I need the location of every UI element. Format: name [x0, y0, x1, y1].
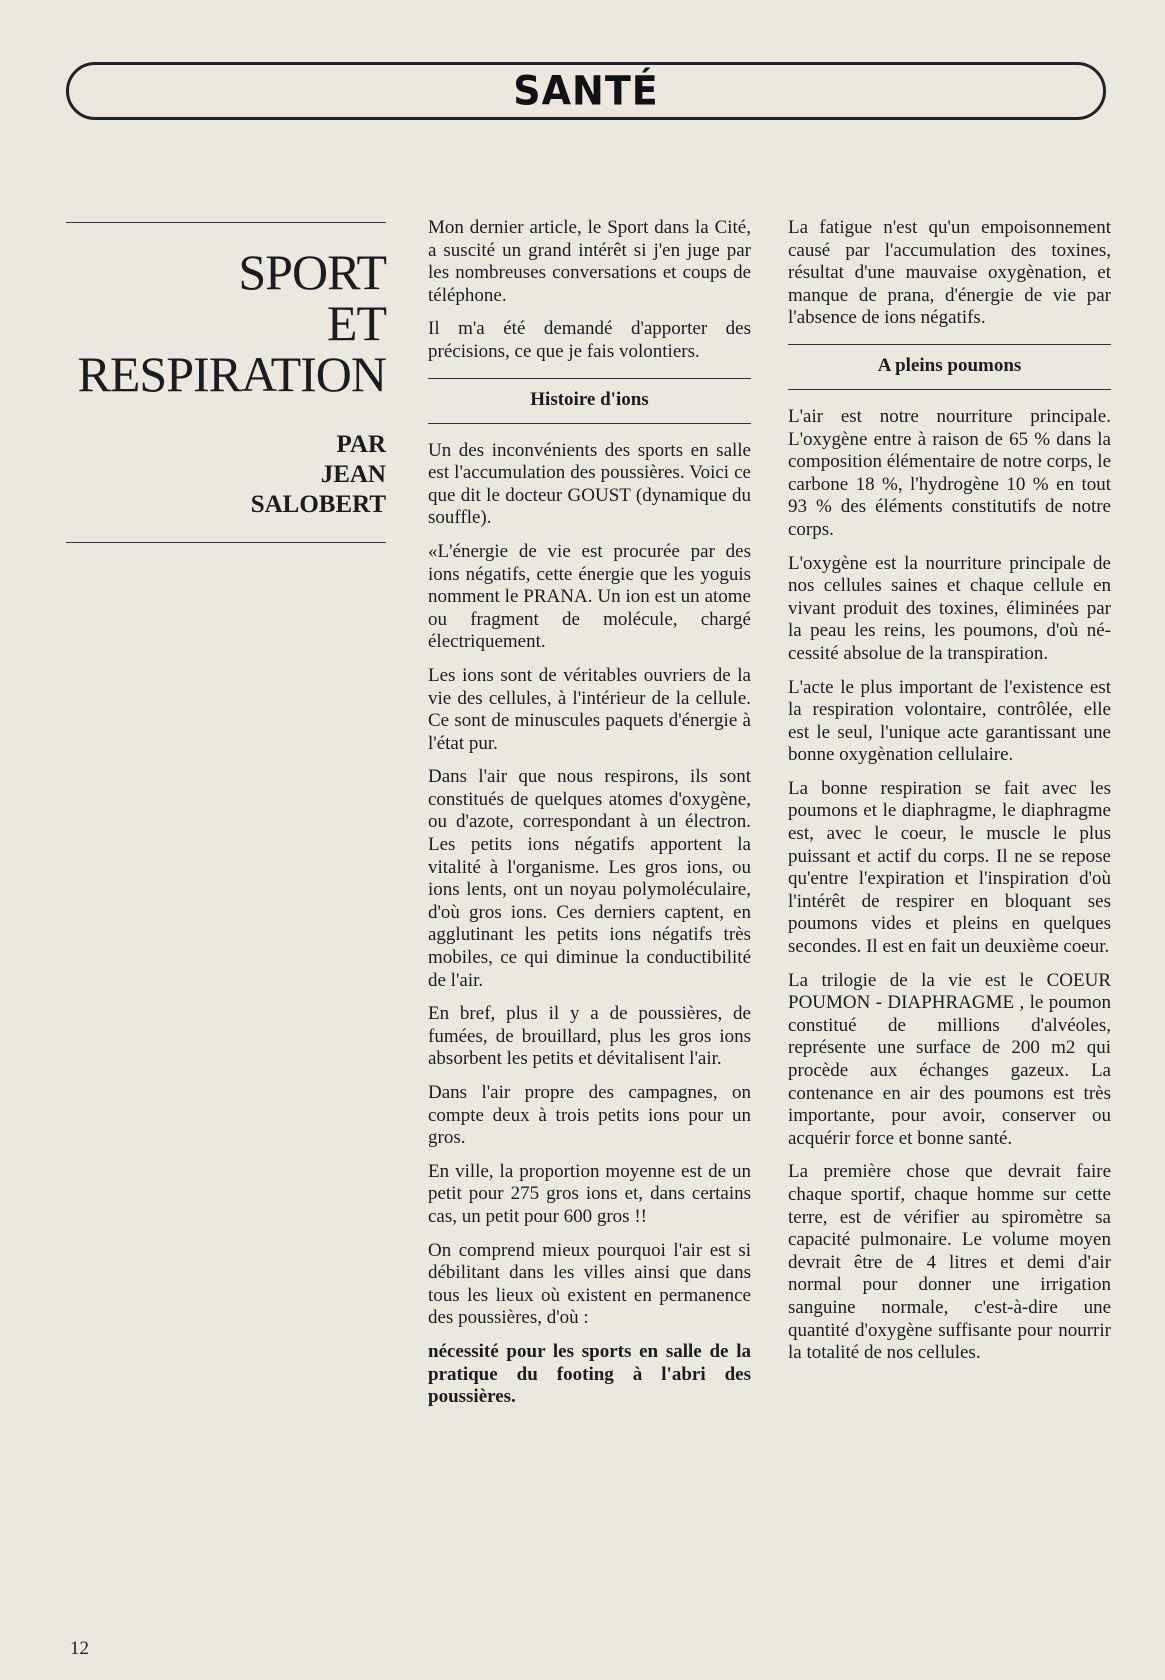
subhead: Histoire d'ions	[530, 388, 649, 410]
divider-rule	[788, 389, 1111, 390]
paragraph: L'acte le plus important de l'existence est la respiration volontaire, contrôlée, elle est le seul, l'unique acte garantissant une bonne oxygènation cellulaire.	[788, 676, 1111, 766]
paragraph: L'air est notre nourriture principale. L'oxygène entre à raison de 65 % dans la composition élémentaire de notre corps, le carbone 18 %, l'hydrogène 10 % en tout 93 % des éléments constitutifs de notre corps.	[788, 405, 1111, 540]
divider-rule	[788, 344, 1111, 345]
article-title	[66, 244, 386, 520]
subhead-block	[788, 344, 1111, 390]
section-title: SANTÉ	[513, 67, 659, 115]
title-column	[66, 222, 386, 543]
paragraph: «L'énergie de vie est procurée par des ions négatifs, cette énergie que les yoguis nomment le PRANA. Un ion est un atome ou fragment de molécule, chargé électriquement.	[428, 540, 751, 653]
title-line: ET	[326, 295, 386, 351]
title-line: RESPIRATION	[77, 346, 386, 402]
paragraph: L'oxygène est la nourriture principale de nos cellules saines et chaque cellule en vivant produit des toxines, éliminées par la peau les reins, les poumons, d'où nécessité absolue de la transpiration.	[788, 552, 1111, 664]
divider-rule	[66, 542, 386, 543]
paragraph: On comprend mieux pourquoi l'air est si débilitant dans les villes ainsi que dans tous les lieux où existent en permanence des poussières, d'où :	[428, 1239, 751, 1329]
paragraph: La bonne respiration se fait avec les poumons et le diaphragme, le diaphragme est, avec le coeur, le muscle le plus puissant et actif du corps. Il ne se repose qu'entre l'expiration et l'inspiration d'où l'intérêt de respirer en bloquant ses poumons vides et pleins en quelques secondes. Il est en fait un deuxième coeur.	[788, 777, 1111, 958]
page-number: 12	[70, 1638, 89, 1659]
paragraph: Dans l'air propre des campagnes, on compte deux à trois petits ions pour un gros.	[428, 1082, 751, 1149]
subhead: A pleins poumons	[877, 354, 1022, 376]
subhead-block	[428, 378, 751, 424]
paragraph: La fatigue n'est qu'un empoisonnement causé par l'accumulation des toxines, résultat d'une mauvaise oxygènation, et manque de prana, d'énergie de vie par l'absence de ions négatifs.	[788, 217, 1111, 329]
paragraph: Mon dernier article, le Sport dans la Cité, a suscité un grand intérêt si j'en juge par les nombreuses conversations et coups de téléphone.	[428, 217, 751, 306]
paragraph: La première chose que devrait faire chaque sportif, chaque homme sur cette terre, est de vérifier au spiromètre sa capacité pulmonaire. Le volume moyen devrait être de 4 litres et demi d'air normal pour donner une irrigation sanguine normale, c'est-à-dire une quantité d'oxygène suffisante pour nourrir la totalité de nos cellules.	[788, 1161, 1111, 1364]
text-column-middle	[428, 217, 751, 1420]
byline: JEAN	[320, 461, 386, 488]
paragraph: Dans l'air que nous respirons, ils sont constitués de quelques atomes d'oxygène, ou d'azote, correspondant à un électron. Les petits ions négatifs apportent la vitalité à l'organisme. Les gros ions, ou ions lents, ont un noyau polymoléculaire, d'où gros ions. Ces derniers captent, en agglutinant les petits ions négatifs très mobiles, ce qui diminue la conductibilité de l'air.	[428, 766, 751, 991]
byline: PAR	[336, 431, 386, 458]
paragraph: Il m'a été demandé d'apporter des précisions, ce que je fais volontiers.	[428, 318, 751, 362]
paragraph: La trilogie de la vie est le COEUR POUMON - DIAPHRAGME , le poumon constitué de millions d'alvéoles, représente une surface de 200 m2 qui procède aux échanges gazeux. La contenance en air des poumons est très importante, pour avoir, conserver ou acquérir force et bonne santé.	[788, 969, 1111, 1149]
divider-rule	[428, 423, 751, 424]
paragraph: En bref, plus il y a de poussières, de fumées, de brouillard, plus les gros ions absorbent les petits et dévitalisent l'air.	[428, 1003, 751, 1070]
title-line: SPORT	[238, 244, 386, 300]
text-column-right	[788, 217, 1111, 1376]
paragraph: Les ions sont de véritables ouvriers de la vie des cellules, à l'intérieur de la cellule. Ce sont de minuscules paquets d'énergie à l'état pur.	[428, 664, 751, 754]
paragraph: Un des inconvénients des sports en salle est l'accumulation des poussières. Voici ce que dit le docteur GOUST (dynamique du souffle).	[428, 439, 751, 529]
divider-rule	[428, 378, 751, 379]
divider-rule	[66, 222, 386, 223]
byline: SALOBERT	[250, 491, 386, 518]
paragraph: En ville, la proportion moyenne est de un petit pour 275 gros ions et, dans certains cas, un petit pour 600 gros !!	[428, 1160, 751, 1227]
section-banner	[66, 62, 1106, 120]
paragraph-emphasis: nécessité pour les sports en salle de la pratique du footing à l'abri des poussières.	[428, 1340, 751, 1408]
